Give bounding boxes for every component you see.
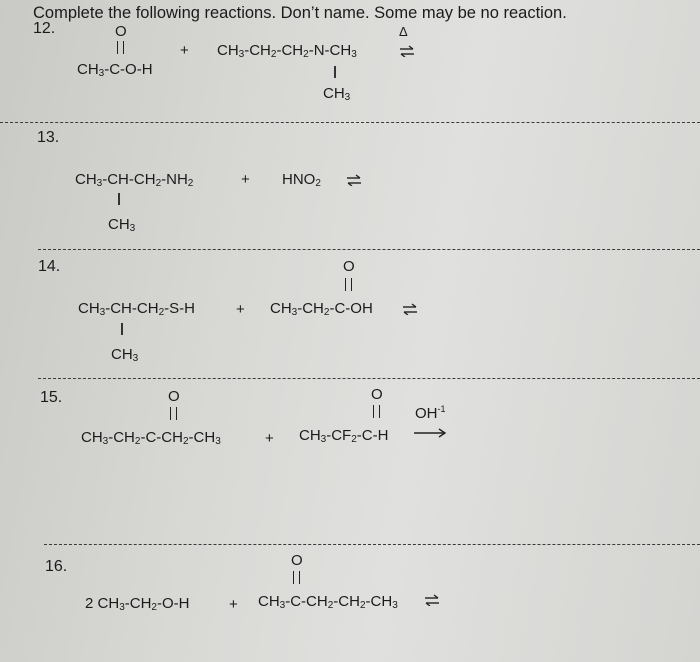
divider-line [0,122,700,123]
problem-number: 13. [37,129,60,146]
single-bond-icon [118,193,120,205]
substituent-formula: $CH_3$ [111,346,139,364]
reactant-formula: $CH_3-C-CH_2-CH_2-CH_3$ [258,593,398,611]
double-bond-icon [345,278,352,291]
oxygen-label: O [291,552,303,569]
problem-number: 15. [40,389,63,406]
reactant-formula: $HNO_2$ [282,171,321,189]
single-bond-icon [121,323,123,335]
plus-sign: + [229,596,238,613]
plus-sign: + [236,301,245,318]
equilibrium-arrow-icon [399,45,415,57]
equilibrium-arrow-icon [424,594,440,606]
substituent-formula: $CH_3$ [323,85,351,103]
oxygen-label: O [115,23,127,40]
instructions: Complete the following reactions. Don’t name. Some may be no reaction. [33,4,567,22]
oxygen-label: O [371,386,383,403]
plus-sign: + [241,171,250,188]
plus-sign: + [265,430,274,447]
problem-number: 16. [45,558,68,575]
reactant-formula: $CH_3-CH-CH_2-S-H$ [78,300,195,318]
double-bond-icon [293,571,300,584]
catalyst-label: $OH^{-1}$ [415,404,446,422]
equilibrium-arrow-icon [346,174,362,186]
divider-line [44,544,700,545]
oxygen-label: O [168,388,180,405]
single-bond-icon [334,66,336,78]
equilibrium-arrow-icon [402,303,418,315]
substituent-formula: $CH_3$ [108,216,136,234]
reactant-formula: $CH_3-CF_2-C-H$ [299,427,389,445]
reactant-formula: 2 $CH_3-CH_2-O-H$ [85,595,190,613]
oxygen-label: O [343,258,355,275]
double-bond-icon [170,407,177,420]
reactant-formula: $CH_3-CH_2-C-CH_2-CH_3$ [81,429,221,447]
reactant-formula: $CH_3-C-O-H$ [77,61,153,79]
reactant-formula: $CH_3-CH-CH_2-NH_2$ [75,171,194,189]
divider-line [38,249,700,250]
reactant-formula: $CH_3-CH_2-CH_2-N-CH_3$ [217,42,357,60]
divider-line [38,378,700,379]
problem-number: 14. [38,258,61,275]
problem-number: 12. [33,20,56,37]
heat-symbol: Δ [399,24,408,39]
double-bond-icon [373,405,380,418]
double-bond-icon [117,41,124,54]
reactant-formula: $CH_3-CH_2-C-OH$ [270,300,373,318]
reaction-arrow-icon [413,428,447,438]
plus-sign: + [180,42,189,59]
